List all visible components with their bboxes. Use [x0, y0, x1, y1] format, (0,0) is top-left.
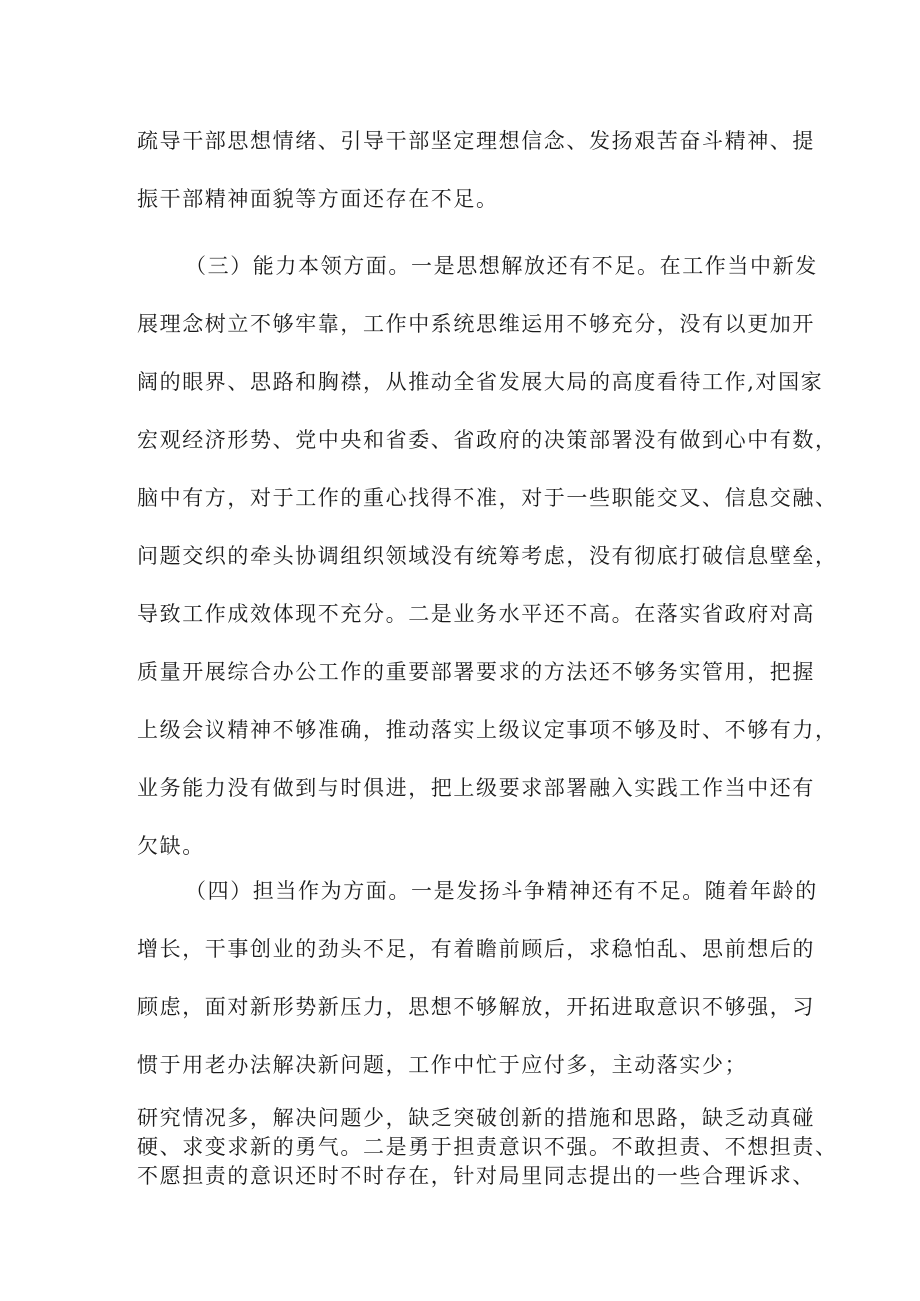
text-line: （四）担当作为方面。一是发扬斗争精神还有不足。随着年龄的 — [185, 879, 818, 903]
text-line: 硬、求变求新的勇气。二是勇于担责意识不强。不敢担责、不想担责、 — [137, 1135, 838, 1159]
text-line: （三）能力本领方面。一是思想解放还有不足。在工作当中新发 — [185, 254, 818, 278]
text-line: 阔的眼界、思路和胸襟，从推动全省发展大局的高度看待工作,对国家 — [137, 370, 824, 394]
paragraph-4 — [137, 1104, 838, 1191]
text-line: 质量开展综合办公工作的重要部署要求的方法还不够务实管用，把握 — [137, 660, 815, 684]
text-line: 惯于用老办法解决新问题，工作中忙于应付多，主动落实少； — [137, 1053, 748, 1077]
text-line: 疏导干部思想情绪、引导干部坚定理想信念、发扬艰苦奋斗精神、提 — [137, 129, 815, 153]
paragraph-2-ability — [137, 237, 838, 875]
text-line: 顾虑，面对新形势新压力，思想不够解放，开拓进取意识不够强，习 — [137, 995, 815, 1019]
text-line: 宏观经济形势、党中央和省委、省政府的决策部署没有做到心中有数， — [137, 428, 838, 452]
text-line: 振干部精神面貌等方面还存在不足。 — [137, 187, 499, 211]
paragraph-1 — [137, 112, 815, 228]
text-line: 业务能力没有做到与时俱进，把上级要求部署融入实践工作当中还有 — [137, 776, 815, 800]
text-line: 展理念树立不够牢靠，工作中系统思维运用不够充分，没有以更加开 — [137, 312, 815, 336]
text-line: 导致工作成效体现不充分。二是业务水平还不高。在落实省政府对高 — [137, 602, 815, 626]
text-line: 研究情况多，解决问题少，缺乏突破创新的措施和思路，缺乏动真碰 — [137, 1106, 815, 1130]
text-line: 问题交织的牵头协调组织领域没有统筹考虑，没有彻底打破信息壁垒， — [137, 544, 838, 568]
paragraph-3-responsibility — [137, 862, 818, 1094]
text-line: 不愿担责的意识还时不时存在，针对局里同志提出的一些合理诉求、 — [137, 1164, 815, 1188]
text-line: 欠缺。 — [137, 834, 205, 858]
text-line: 脑中有方，对于工作的重心找得不准，对于一些职能交叉、信息交融、 — [137, 486, 838, 510]
text-line: 增长，干事创业的劲头不足，有着瞻前顾后，求稳怕乱、思前想后的 — [137, 937, 815, 961]
text-line: 上级会议精神不够准确，推动落实上级议定事项不够及时、不够有力， — [137, 718, 838, 742]
